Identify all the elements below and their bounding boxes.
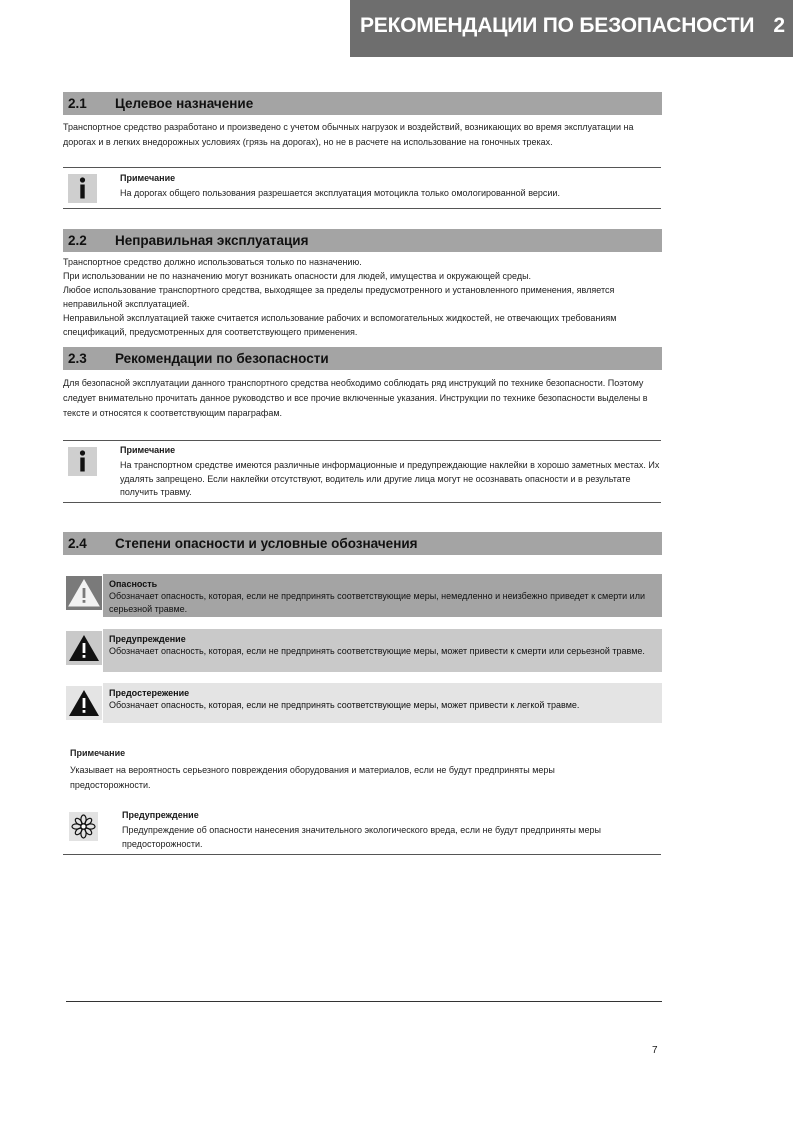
page-number: 7 — [652, 1045, 658, 1056]
section-2-2-text — [63, 255, 663, 339]
footer-divider — [66, 1001, 662, 1002]
section-title: Неправильная эксплуатация — [115, 233, 309, 248]
danger-heading: Опасность — [109, 579, 158, 589]
note-body: На дорогах общего пользования разрешается эксплуатация мотоцикла только омологированной версии. — [120, 188, 560, 198]
note-box-2-1 — [63, 167, 661, 209]
material-note-body: Указывает на вероятность серьезного повреждения оборудования и материалов, если не будут предприняты меры предосторожности. — [70, 765, 555, 790]
section-2-3-text: Для безопасной эксплуатации данного транспортного средства необходимо соблюдать ряд инструкций по технике безопасности. Поэтому следует внимательно прочитать данное руководство и все прочие включенные указания. Инструкции по технике безопасности выделены в тексте и относятся к соответствующим параграфам. — [63, 378, 648, 418]
note-box-2-3 — [63, 440, 661, 503]
section-2-1-text: Транспортное средство разработано и произведено с учетом обычных нагрузок и воздействий, возникающих во время эксплуатации на дорогах и в легких внедорожных условиях (грязь на дорогах), но не в расчете на использование на гоночных треках. — [63, 122, 634, 147]
danger-icon — [66, 576, 102, 610]
environment-warning-body: Предупреждение об опасности нанесения значительного экологического вреда, если не будут предприняты меры предосторожности. — [122, 825, 601, 849]
warning-box — [103, 629, 662, 672]
paragraph-line: Транспортное средство должно использоваться только по назначению. — [63, 257, 362, 267]
danger-body: Обозначает опасность, которая, если не предпринять соответствующие меры, немедленно и неизбежно приведет к смерти или серьезной травме. — [109, 591, 645, 614]
note-heading: Примечание — [120, 173, 176, 183]
section-number: 2.2 — [68, 233, 87, 248]
section-number: 2.1 — [68, 96, 87, 111]
warning-heading: Предупреждение — [109, 634, 186, 644]
info-icon — [68, 447, 97, 476]
flower-icon — [69, 812, 98, 841]
paragraph-line: Любое использование транспортного средства, выходящее за пределы предусмотренного и установленного применения, является неправильной эксплуатацией. — [63, 285, 615, 309]
section-number: 2.3 — [68, 351, 87, 366]
section-heading-2-2 — [63, 229, 662, 252]
caution-body: Обозначает опасность, которая, если не предпринять соответствующие меры, может привести к легкой травме. — [109, 700, 580, 710]
environment-warning-heading: Предупреждение — [122, 810, 199, 820]
danger-box — [103, 574, 662, 617]
section-heading-2-3 — [63, 347, 662, 370]
section-title: Целевое назначение — [115, 96, 254, 111]
caution-heading: Предостережение — [109, 688, 190, 698]
paragraph-line: При использовании не по назначению могут возникать опасности для людей, имущества и окружающей среды. — [63, 271, 532, 281]
warning-icon — [66, 631, 102, 665]
environment-warning-box — [63, 806, 661, 855]
caution-box — [103, 683, 662, 723]
info-icon — [68, 174, 97, 203]
material-note-heading: Примечание — [70, 748, 126, 758]
chapter-title: РЕКОМЕНДАЦИИ ПО БЕЗОПАСНОСТИ — [360, 14, 755, 37]
chapter-header — [350, 0, 793, 57]
caution-icon — [66, 686, 102, 720]
chapter-number: 2 — [773, 14, 785, 37]
warning-body: Обозначает опасность, которая, если не предпринять соответствующие меры, может привести к смерти или серьезной травме. — [109, 646, 645, 656]
paragraph-line: Неправильной эксплуатацией также считается использование рабочих и вспомогательных жидкостей, не отвечающих требованиям спецификаций, предусмотренных для соответствующего применения. — [63, 313, 617, 337]
section-heading-2-4 — [63, 532, 662, 555]
note-body: На транспортном средстве имеются различные информационные и предупреждающие наклейки в хорошо заметных местах. Их удалять запрещено. Если наклейки отсутствуют, водитель или другие лица могут не осознавать опасности и в результате получить травму. — [120, 460, 660, 497]
section-title: Степени опасности и условные обозначения — [115, 536, 418, 551]
section-heading-2-1 — [63, 92, 662, 115]
section-number: 2.4 — [68, 536, 87, 551]
note-heading: Примечание — [120, 445, 176, 455]
section-title: Рекомендации по безопасности — [115, 351, 329, 366]
